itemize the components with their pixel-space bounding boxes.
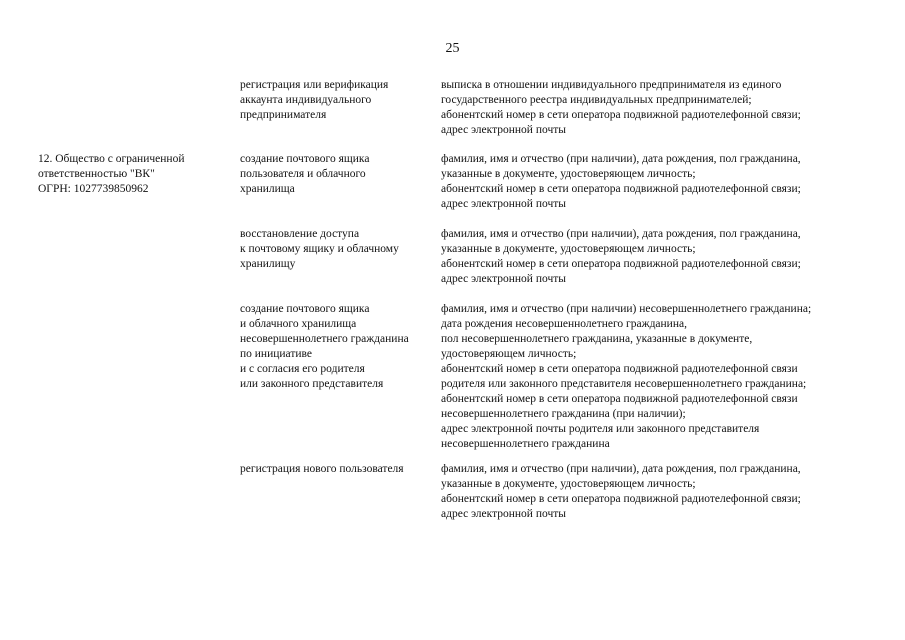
data-cell	[441, 152, 881, 212]
data-cell	[441, 462, 881, 522]
data-line: несовершеннолетнего гражданина (при наличии);	[441, 408, 686, 420]
organization-cell	[38, 152, 218, 197]
action-cell	[240, 78, 430, 123]
action-line: регистрация нового пользователя	[240, 463, 404, 475]
action-cell	[240, 227, 430, 272]
data-cell	[441, 227, 881, 287]
data-line: выписка в отношении индивидуального предпринимателя из единого	[441, 79, 782, 91]
organization-name-line: ответственностью "ВК"	[38, 168, 155, 180]
action-line: аккаунта индивидуального	[240, 94, 372, 106]
data-line: абонентский номер в сети оператора подвижной радиотелефонной связи	[441, 393, 798, 405]
action-cell	[240, 302, 430, 392]
data-line: государственного реестра индивидуальных предпринимателей;	[441, 94, 752, 106]
data-line: абонентский номер в сети оператора подвижной радиотелефонной связи;	[441, 183, 801, 195]
action-line: регистрация или верификация	[240, 79, 389, 91]
organization-name-line: 12. Общество с ограниченной	[38, 153, 185, 165]
action-cell	[240, 462, 430, 477]
data-line: абонентский номер в сети оператора подвижной радиотелефонной связи	[441, 363, 798, 375]
data-line: пол несовершеннолетнего гражданина, указанные в документе,	[441, 333, 753, 345]
data-line: фамилия, имя и отчество (при наличии), дата рождения, пол гражданина,	[441, 153, 801, 165]
action-line: или законного представителя	[240, 378, 384, 390]
action-line: и облачного хранилища	[240, 318, 357, 330]
data-line: фамилия, имя и отчество (при наличии) несовершеннолетнего гражданина;	[441, 303, 812, 315]
data-line: указанные в документе, удостоверяющем личность;	[441, 478, 696, 490]
data-line: указанные в документе, удостоверяющем личность;	[441, 168, 696, 180]
organization-ogrn: ОГРН: 1027739850962	[38, 183, 149, 195]
data-line: адрес электронной почты	[441, 273, 566, 285]
data-line: фамилия, имя и отчество (при наличии), дата рождения, пол гражданина,	[441, 228, 801, 240]
data-line: указанные в документе, удостоверяющем личность;	[441, 243, 696, 255]
action-line: создание почтового ящика	[240, 153, 370, 165]
page-number: 25	[445, 41, 460, 56]
action-line: по инициативе	[240, 348, 313, 360]
action-line: хранилищу	[240, 258, 296, 270]
data-cell	[441, 302, 881, 452]
action-line: хранилища	[240, 183, 295, 195]
data-line: абонентский номер в сети оператора подвижной радиотелефонной связи;	[441, 258, 801, 270]
data-line: адрес электронной почты	[441, 124, 566, 136]
data-line: удостоверяющем личность;	[441, 348, 577, 360]
action-line: несовершеннолетнего гражданина	[240, 333, 409, 345]
action-line: создание почтового ящика	[240, 303, 370, 315]
action-line: к почтовому ящику и облачному	[240, 243, 399, 255]
data-line: адрес электронной почты	[441, 198, 566, 210]
action-cell	[240, 152, 430, 197]
data-line: абонентский номер в сети оператора подвижной радиотелефонной связи;	[441, 493, 801, 505]
data-line: несовершеннолетнего гражданина	[441, 438, 610, 450]
data-cell	[441, 78, 881, 138]
action-line: и с согласия его родителя	[240, 363, 365, 375]
action-line: предпринимателя	[240, 109, 327, 121]
data-line: родителя или законного представителя несовершеннолетнего гражданина;	[441, 378, 807, 390]
action-line: восстановление доступа	[240, 228, 360, 240]
action-line: пользователя и облачного	[240, 168, 366, 180]
data-line: фамилия, имя и отчество (при наличии), дата рождения, пол гражданина,	[441, 463, 801, 475]
data-line: адрес электронной почты родителя или законного представителя	[441, 423, 760, 435]
data-line: абонентский номер в сети оператора подвижной радиотелефонной связи;	[441, 109, 801, 121]
data-line: дата рождения несовершеннолетнего гражданина,	[441, 318, 687, 330]
data-line: адрес электронной почты	[441, 508, 566, 520]
